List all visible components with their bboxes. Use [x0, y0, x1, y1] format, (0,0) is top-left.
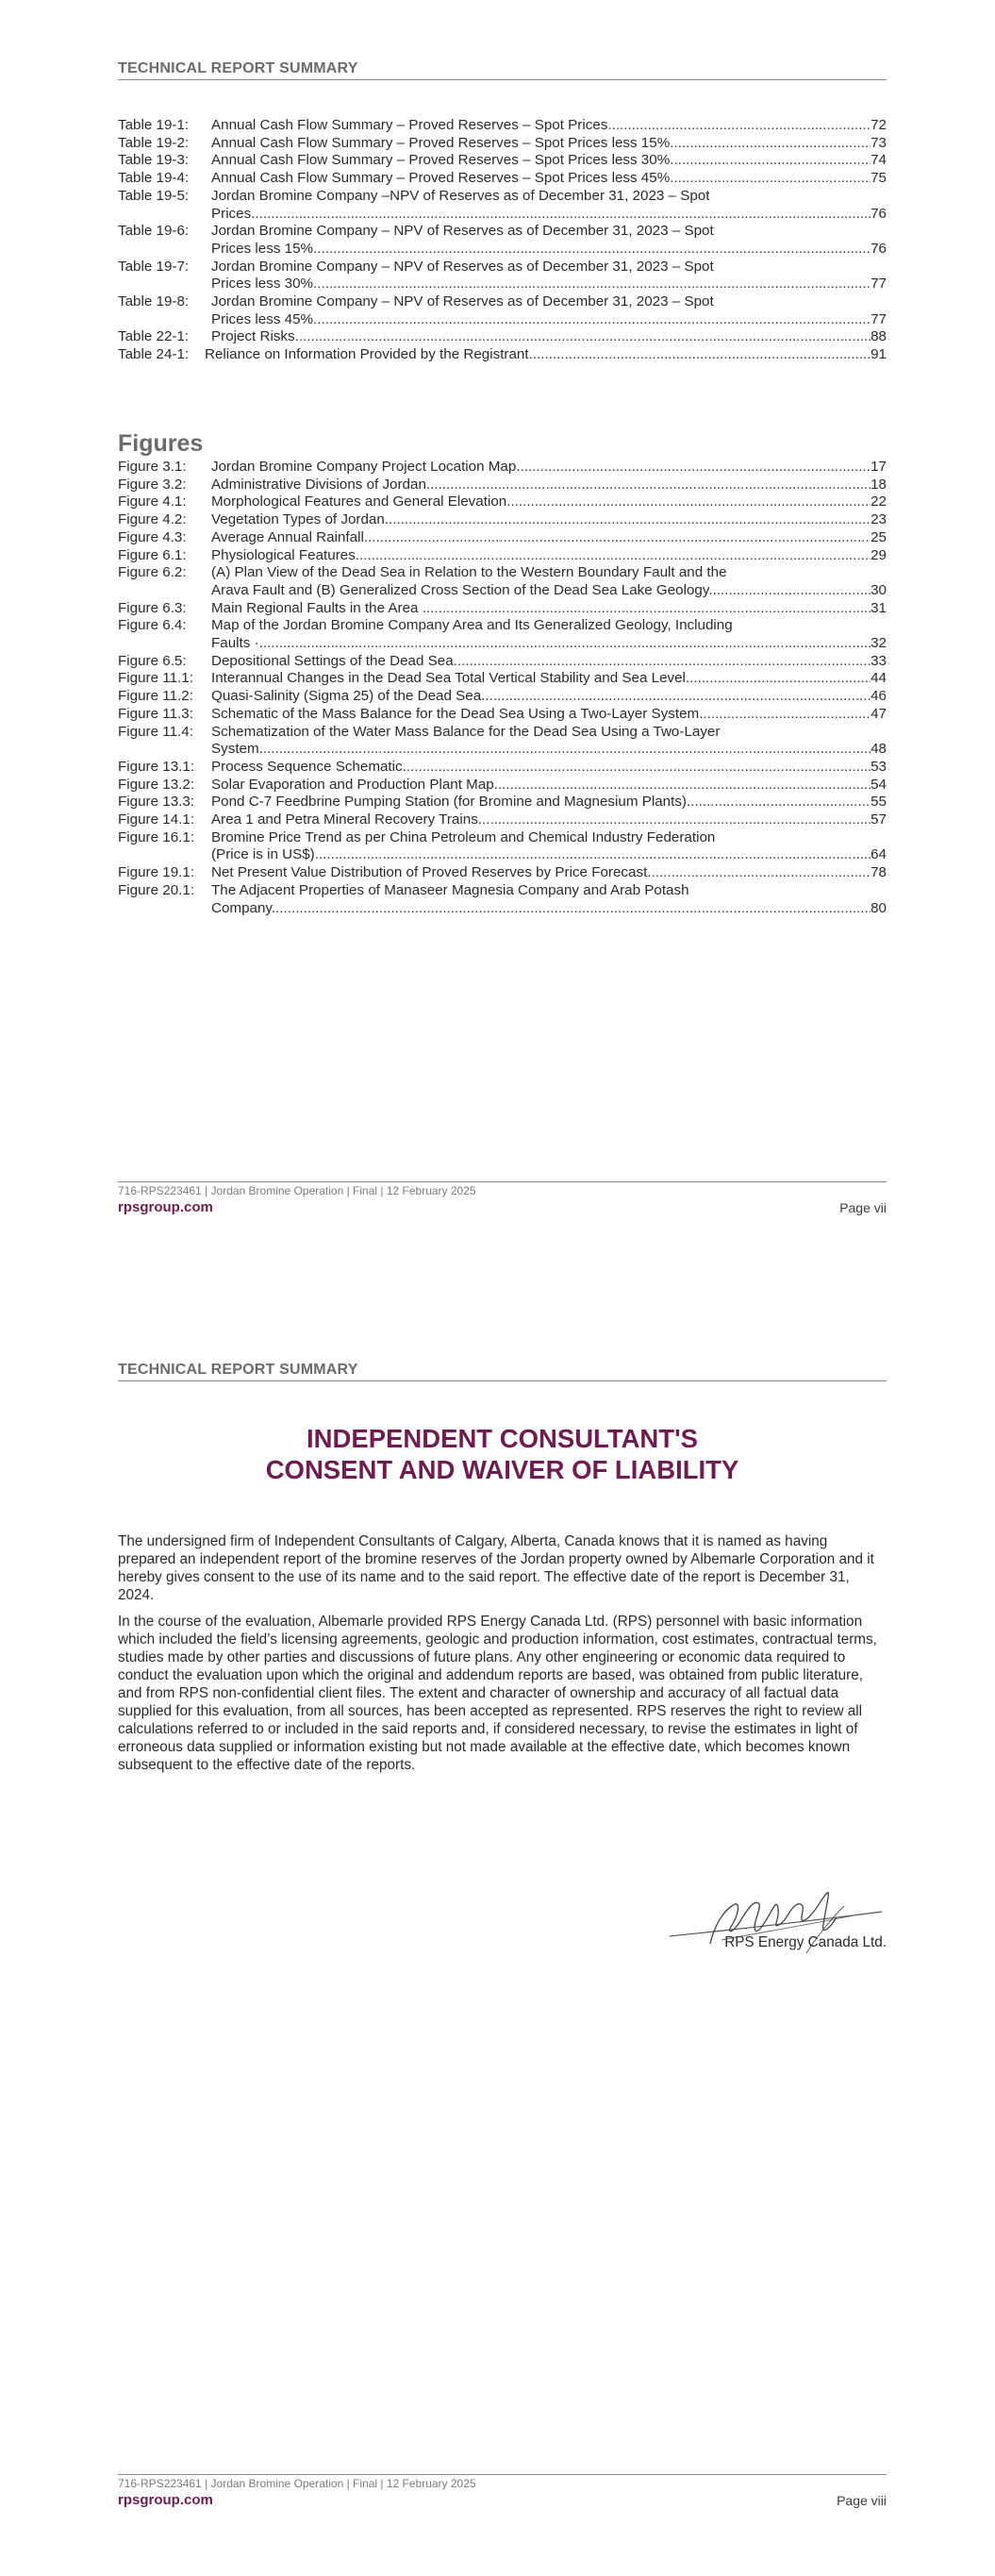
toc-entry-label: Table 19-1: — [118, 117, 190, 133]
toc-leader-dots — [263, 741, 871, 759]
toc-entry-label: Table 24-1: — [118, 346, 190, 363]
toc-entry-label: Figure 11.3: — [118, 705, 193, 722]
toc-entry-label: Table 22-1: — [118, 328, 190, 345]
toc-leader-dots — [313, 311, 871, 329]
toc-entry-page: 77 — [871, 276, 887, 293]
toc-entry-page: 80 — [871, 899, 887, 916]
toc-entry-page: 54 — [871, 776, 887, 793]
toc-entry-label: Figure 6.4: — [118, 617, 187, 634]
toc-leader-dots — [713, 582, 871, 600]
toc-entry-label: Figure 6.1: — [118, 546, 187, 563]
toc-entry-title: Process Sequence Schematic. — [211, 758, 406, 775]
toc-entry[interactable] — [118, 724, 887, 759]
toc-entry-label: Figure 3.1: — [118, 459, 187, 475]
toc-entry-page: 23 — [871, 511, 887, 528]
toc-leader-dots — [690, 794, 871, 811]
toc-entry-page: 74 — [871, 152, 887, 169]
toc-leader-dots — [315, 846, 871, 864]
toc-entry-label: Figure 13.3: — [118, 794, 195, 811]
toc-entry-title: Jordan Bromine Company –NPV of Reserves as of December 31, 2023 – Spot — [211, 187, 710, 204]
toc-entry-page: 18 — [871, 476, 887, 493]
tables-list — [118, 117, 887, 364]
toc-entry-title: Company. — [211, 899, 276, 916]
toc-entry-label: Figure 11.1: — [118, 670, 193, 687]
toc-leader-dots — [521, 459, 871, 477]
toc-entry-page: 91 — [871, 346, 887, 363]
toc-entry-page: 77 — [871, 310, 887, 327]
toc-entry-title: Quasi-Salinity (Sigma 25) of the Dead Sea. — [211, 688, 486, 705]
toc-entry[interactable] — [118, 811, 887, 829]
toc-entry[interactable] — [118, 152, 887, 170]
toc-entry[interactable] — [118, 459, 887, 477]
toc-entry-title: Reliance on Information Provided by the Registrant — [205, 346, 529, 363]
toc-entry-title: Prices less 30% — [211, 276, 314, 293]
toc-entry-title: Annual Cash Flow Summary – Proved Reserves – Spot Prices less 45% — [211, 170, 671, 187]
toc-leader-dots — [686, 670, 871, 688]
toc-entry[interactable] — [118, 564, 887, 599]
toc-leader-dots — [529, 346, 871, 364]
toc-entry[interactable] — [118, 170, 887, 188]
toc-entry-page: 76 — [871, 240, 887, 257]
toc-entry-title: Morphological Features and General Elevation. — [211, 493, 511, 510]
toc-entry[interactable] — [118, 864, 887, 882]
toc-entry-title: Arava Fault and (B) Generalized Cross Section of the Dead Sea Lake Geology. — [211, 581, 713, 598]
toc-entry-title: Administrative Divisions of Jordan. — [211, 476, 431, 493]
toc-entry-title: Vegetation Types of Jordan. — [211, 511, 390, 528]
toc-entry-title: Jordan Bromine Company – NPV of Reserves as of December 31, 2023 – Spot — [211, 293, 714, 310]
toc-entry-label: Table 19-6: — [118, 223, 190, 240]
toc-entry-label: Figure 3.2: — [118, 476, 187, 493]
toc-entry-title: (Price is in US$) — [211, 846, 315, 863]
toc-entry-label: Table 19-2: — [118, 134, 190, 151]
toc-entry-label: Figure 14.1: — [118, 811, 195, 828]
toc-entry-label: Figure 13.2: — [118, 776, 195, 793]
toc-entry[interactable] — [118, 688, 887, 706]
figures-heading: Figures — [118, 430, 204, 457]
toc-entry-page: 30 — [871, 581, 887, 598]
toc-entry-label: Table 19-3: — [118, 152, 190, 169]
toc-entry[interactable] — [118, 547, 887, 565]
toc-entry-title: Jordan Bromine Company – NPV of Reserves as of December 31, 2023 – Spot — [211, 258, 714, 275]
toc-entry-label: Figure 20.1: — [118, 881, 195, 898]
page-footer — [118, 2474, 887, 2508]
toc-leader-dots — [364, 529, 871, 547]
running-header: TECHNICAL REPORT SUMMARY — [118, 60, 887, 80]
toc-entry-title: Jordan Bromine Company – NPV of Reserves as of December 31, 2023 – Spot — [211, 223, 714, 240]
toc-entry[interactable] — [118, 259, 887, 293]
paragraph: In the course of the evaluation, Albemarle provided RPS Energy Canada Ltd. (RPS) personnel with basic information which included the field’s licensing agreements, geologic and production information, cost estimates, contractual terms, studies made by other parties and discussions of future plans. Any other engineering or economic data required to conduct the evaluation upon which the original and addendum reports are based, was obtained from public literature, and from RPS non-confidential client files. The extent and character of ownership and accuracy of all factual data supplied for this evaluation, from all sources, has been accepted as represented. RPS reserves the right to review all calculations referred to or included in the said reports and, if considered necessary, to revise the estimates in light of erroneous data supplied or information existing but not made available at the effective date, which becomes known subsequent to the effective date of the reports. — [118, 1614, 877, 1773]
toc-entry[interactable] — [118, 706, 887, 724]
toc-entry-title: Schematization of the Water Mass Balance for the Dead Sea Using a Two-Layer — [211, 723, 721, 740]
toc-leader-dots — [426, 600, 871, 618]
toc-entry[interactable] — [118, 777, 887, 795]
consent-body — [118, 1532, 887, 1782]
toc-entry-label: Table 19-4: — [118, 170, 190, 187]
toc-leader-dots — [454, 653, 871, 671]
toc-leader-dots — [359, 547, 871, 565]
page-title — [118, 1423, 887, 1485]
toc-entry-label: Figure 11.2: — [118, 688, 193, 705]
toc-entry-label: Figure 19.1: — [118, 864, 195, 881]
toc-entry-page: 29 — [871, 546, 887, 563]
toc-entry-page: 48 — [871, 741, 887, 758]
toc-entry[interactable] — [118, 328, 887, 346]
page-number: Page vii — [839, 1200, 887, 1215]
toc-entry[interactable] — [118, 223, 887, 258]
toc-entry-page: 17 — [871, 459, 887, 475]
title-line-1: INDEPENDENT CONSULTANT'S — [307, 1424, 698, 1453]
footer-site-link[interactable]: rpsgroup.com — [118, 2492, 213, 2508]
toc-entry-title: Pond C-7 Feedbrine Pumping Station (for Bromine and Magnesium Plants). — [211, 794, 691, 811]
toc-entry-page: 47 — [871, 705, 887, 722]
toc-entry-title: Solar Evaporation and Production Plant Map. — [211, 776, 498, 793]
toc-entry-title: Physiological Features. — [211, 546, 360, 563]
toc-entry-title: Prices less 15% — [211, 240, 314, 257]
toc-entry-page: 31 — [871, 599, 887, 616]
toc-leader-dots — [430, 477, 871, 494]
toc-entry-page: 78 — [871, 864, 887, 881]
toc-leader-dots — [263, 635, 871, 653]
footer-meta: 716-RPS223461 | Jordan Bromine Operation | Final | 12 February 2025 — [118, 1184, 476, 1197]
toc-entry-label: Figure 4.2: — [118, 511, 187, 528]
toc-entry[interactable] — [118, 511, 887, 529]
paragraph: The undersigned firm of Independent Consultants of Calgary, Alberta, Canada knows that it is named as having prepared an independent report of the bromine reserves of the Jordan property owned by Albemarle Corporation and it hereby gives consent to the use of its name and to the said report. The effective date of the report is December 31, 2024. — [118, 1533, 874, 1603]
toc-entry-label: Figure 16.1: — [118, 828, 195, 845]
toc-entry-title: Prices less 45% — [211, 310, 314, 327]
toc-entry-page: 33 — [871, 652, 887, 669]
toc-entry-page: 64 — [871, 846, 887, 863]
footer-site-link[interactable]: rpsgroup.com — [118, 1199, 213, 1215]
toc-leader-dots — [313, 241, 871, 259]
toc-entry[interactable] — [118, 529, 887, 547]
title-line-2: CONSENT AND WAIVER OF LIABILITY — [265, 1455, 739, 1484]
toc-leader-dots — [313, 276, 871, 293]
toc-entry-page: 75 — [871, 170, 887, 187]
toc-leader-dots — [670, 135, 871, 153]
page-vii — [0, 0, 995, 1255]
toc-leader-dots — [703, 706, 871, 724]
toc-entry-page: 73 — [871, 134, 887, 151]
toc-entry[interactable] — [118, 882, 887, 917]
toc-entry-page: 46 — [871, 688, 887, 705]
toc-entry-page: 55 — [871, 794, 887, 811]
toc-entry-title: Net Present Value Distribution of Proved Reserves by Price Forecast. — [211, 864, 652, 881]
page-number: Page viii — [837, 2493, 887, 2508]
toc-entry-label: Figure 13.1: — [118, 758, 195, 775]
toc-entry[interactable] — [118, 477, 887, 494]
toc-entry-page: 72 — [871, 117, 887, 133]
toc-leader-dots — [607, 117, 871, 135]
toc-entry-label: Table 19-8: — [118, 293, 190, 310]
toc-entry-page: 76 — [871, 205, 887, 222]
toc-entry-title: The Adjacent Properties of Manaseer Magnesia Company and Arab Potash — [211, 881, 689, 898]
toc-entry-page: 53 — [871, 758, 887, 775]
toc-entry-label: Figure 4.3: — [118, 528, 187, 545]
toc-leader-dots — [670, 152, 871, 170]
toc-leader-dots — [251, 206, 871, 224]
toc-entry-title: Interannual Changes in the Dead Sea Total Vertical Stability and Sea Level — [211, 670, 686, 687]
toc-entry-title: (A) Plan View of the Dead Sea in Relation to the Western Boundary Fault and the — [211, 564, 727, 581]
toc-leader-dots — [510, 493, 871, 511]
toc-leader-dots — [275, 900, 871, 918]
toc-leader-dots — [652, 864, 871, 882]
toc-entry-title: Prices — [211, 205, 252, 222]
toc-leader-dots — [482, 811, 871, 829]
toc-entry-title: Average Annual Rainfall — [211, 528, 364, 545]
toc-entry-title: Bromine Price Trend as per China Petroleum and Chemical Industry Federation — [211, 828, 716, 845]
toc-entry-label: Table 19-5: — [118, 187, 190, 204]
toc-entry-page: 88 — [871, 328, 887, 345]
toc-entry-label: Table 19-7: — [118, 258, 190, 275]
toc-entry-label: Figure 6.2: — [118, 564, 187, 581]
toc-entry-title: Annual Cash Flow Summary – Proved Reserves – Spot Prices less 15% — [211, 134, 671, 151]
toc-entry[interactable] — [118, 794, 887, 811]
toc-entry-title: Annual Cash Flow Summary – Proved Reserves – Spot Prices — [211, 117, 608, 133]
toc-entry-label: Figure 6.3: — [118, 599, 187, 616]
toc-entry-label: Figure 6.5: — [118, 652, 187, 669]
toc-entry-label: Figure 11.4: — [118, 723, 193, 740]
toc-entry-title: Annual Cash Flow Summary – Proved Reserves – Spot Prices less 30% — [211, 152, 671, 169]
figures-list — [118, 459, 887, 917]
toc-entry[interactable] — [118, 759, 887, 777]
toc-entry[interactable] — [118, 293, 887, 328]
toc-entry[interactable] — [118, 188, 887, 223]
toc-entry-label: Figure 4.1: — [118, 493, 187, 510]
toc-entry-title: Schematic of the Mass Balance for the Dead Sea Using a Two-Layer System. — [211, 705, 704, 722]
page-viii — [0, 1321, 995, 2576]
toc-entry[interactable] — [118, 617, 887, 652]
toc-entry-title: Project Risks — [211, 328, 295, 345]
toc-leader-dots — [670, 170, 871, 188]
toc-entry-title: Main Regional Faults in the Area . — [211, 599, 426, 616]
toc-entry[interactable] — [118, 135, 887, 153]
toc-entry-title: Faults ·. — [211, 635, 263, 652]
toc-leader-dots — [498, 777, 871, 795]
toc-entry-title: Map of the Jordan Bromine Company Area and Its Generalized Geology, Including — [211, 617, 733, 634]
page-footer — [118, 1181, 887, 1215]
toc-entry[interactable] — [118, 829, 887, 864]
toc-leader-dots — [295, 328, 871, 346]
footer-meta: 716-RPS223461 | Jordan Bromine Operation | Final | 12 February 2025 — [118, 2477, 476, 2490]
toc-entry[interactable] — [118, 670, 887, 688]
toc-entry-title: Area 1 and Petra Mineral Recovery Trains. — [211, 811, 483, 828]
signatory-name: RPS Energy Canada Ltd. — [724, 1934, 887, 1950]
toc-entry[interactable] — [118, 653, 887, 671]
toc-entry-title: System. — [211, 741, 263, 758]
toc-entry-page: 25 — [871, 528, 887, 545]
toc-leader-dots — [406, 759, 871, 777]
toc-entry-page: 57 — [871, 811, 887, 828]
toc-entry-page: 22 — [871, 493, 887, 510]
toc-entry-page: 32 — [871, 635, 887, 652]
toc-leader-dots — [389, 511, 871, 529]
toc-entry[interactable] — [118, 600, 887, 618]
toc-entry-title: Jordan Bromine Company Project Location Map. — [211, 459, 521, 475]
toc-entry-page: 44 — [871, 670, 887, 687]
toc-entry[interactable] — [118, 346, 887, 364]
toc-entry[interactable] — [118, 117, 887, 135]
toc-entry-title: Depositional Settings of the Dead Sea — [211, 652, 454, 669]
toc-entry[interactable] — [118, 493, 887, 511]
running-header: TECHNICAL REPORT SUMMARY — [118, 1362, 887, 1381]
toc-leader-dots — [485, 688, 871, 706]
